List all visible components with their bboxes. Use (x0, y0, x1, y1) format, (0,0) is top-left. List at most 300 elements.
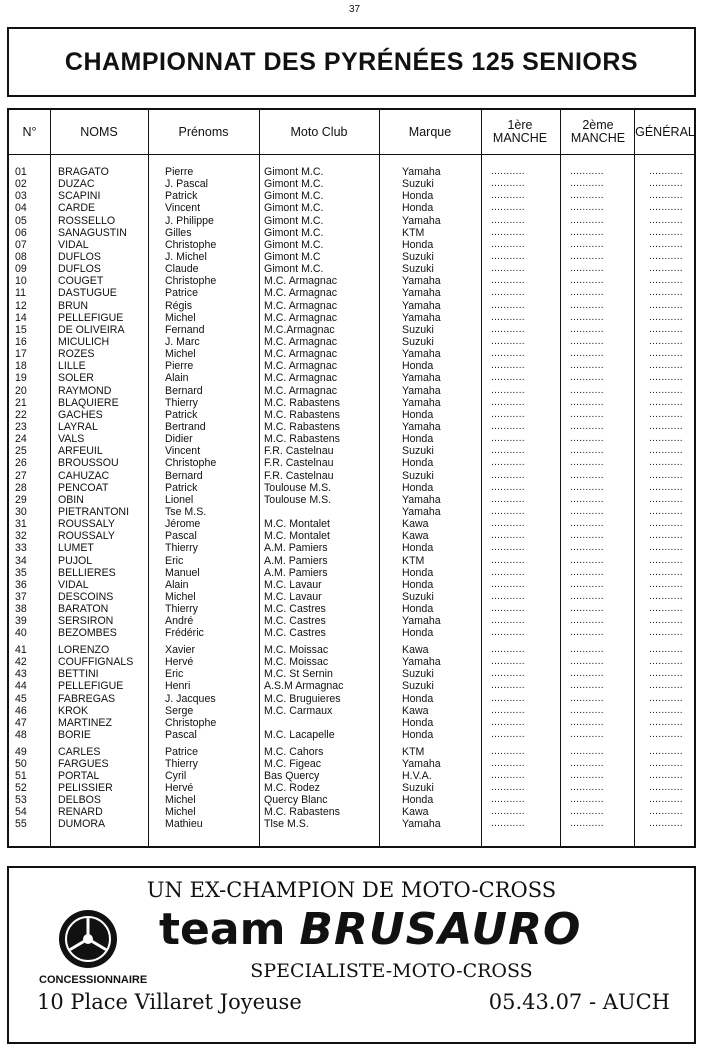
cell-num: 51 (15, 769, 27, 782)
cell-num: 12 (15, 299, 27, 312)
cell-club: M.C. Rabastens (264, 420, 340, 433)
cell-general: ........... (649, 769, 683, 781)
cell-general: ........... (649, 692, 683, 704)
table-row (9, 312, 694, 324)
cell-manche-2: ........... (570, 323, 604, 335)
cell-club: M.C. Montalet (264, 530, 330, 543)
cell-marque: Kawa (402, 518, 429, 531)
cell-prenom: Didier (165, 433, 193, 446)
cell-nom: SERSIRON (58, 615, 114, 628)
cell-num: 08 (15, 250, 27, 263)
cell-club: M.C. Armagnac (264, 384, 338, 397)
table-row (9, 190, 694, 202)
cell-club: Gimont M.C. (264, 263, 324, 276)
cell-manche-1: ........... (491, 311, 525, 323)
cell-nom: BORIE (58, 728, 91, 741)
cell-nom: ROUSSALY (58, 530, 115, 543)
table-row (9, 615, 694, 627)
cell-prenom: Serge (165, 704, 194, 717)
cell-general: ........... (649, 806, 683, 818)
cell-marque: Kawa (402, 704, 429, 717)
cell-marque: Yamaha (402, 420, 441, 433)
cell-prenom: J. Marc (165, 335, 200, 348)
cell-num: 38 (15, 603, 27, 616)
cell-general: ........... (649, 445, 683, 457)
cell-marque: Suzuki (402, 263, 434, 276)
cell-manche-1: ........... (491, 704, 525, 716)
cell-num: 34 (15, 554, 27, 567)
cell-manche-1: ........... (491, 323, 525, 335)
header-noms: NOMS (80, 124, 118, 139)
table-row (9, 215, 694, 227)
cell-nom: DUMORA (58, 818, 106, 831)
cell-manche-2: ........... (570, 692, 604, 704)
cell-general: ........... (649, 542, 683, 554)
cell-prenom: Bertrand (165, 420, 206, 433)
cell-manche-1: ........... (491, 542, 525, 554)
cell-club: M.C. Castres (264, 603, 326, 616)
cell-prenom: Michel (165, 794, 196, 807)
cell-num: 52 (15, 782, 27, 795)
table-row (9, 705, 694, 717)
cell-manche-1: ........... (491, 680, 525, 692)
cell-manche-2: ........... (570, 360, 604, 372)
cell-manche-2: ........... (570, 505, 604, 517)
cell-general: ........... (649, 190, 683, 202)
cell-general: ........... (649, 275, 683, 287)
cell-manche-2: ........... (570, 578, 604, 590)
cell-marque: Yamaha (402, 493, 441, 506)
cell-nom: DUFLOS (58, 263, 101, 276)
cell-manche-2: ........... (570, 372, 604, 384)
cell-club: M.C. Castres (264, 615, 326, 628)
header-manche-1: 1ère MANCHE (492, 118, 548, 145)
cell-marque: Honda (402, 578, 434, 591)
table-row (9, 421, 694, 433)
cell-num: 03 (15, 190, 27, 203)
table-row (9, 555, 694, 567)
cell-marque: Honda (402, 457, 434, 470)
cell-num: 43 (15, 668, 27, 681)
cell-club: M.C. Figeac (264, 757, 322, 770)
cell-prenom: Patrick (165, 408, 198, 421)
cell-num: 49 (15, 745, 27, 758)
cell-nom: SANAGUSTIN (58, 226, 127, 239)
cell-manche-1: ........... (491, 469, 525, 481)
cell-manche-1: ........... (491, 505, 525, 517)
cell-nom: PENCOAT (58, 481, 109, 494)
cell-club: M.C. Armagnac (264, 348, 338, 361)
cell-prenom: Christophe (165, 457, 217, 470)
cell-nom: RENARD (58, 806, 103, 819)
cell-prenom: Thierry (165, 757, 198, 770)
cell-marque: KTM (402, 226, 425, 239)
cell-manche-1: ........... (491, 806, 525, 818)
cell-nom: LORENZO (58, 643, 110, 656)
cell-manche-2: ........... (570, 311, 604, 323)
cell-marque: Suzuki (402, 782, 434, 795)
cell-manche-2: ........... (570, 745, 604, 757)
cell-club: Gimont M.C. (264, 178, 324, 191)
cell-prenom: Xavier (165, 643, 196, 656)
cell-manche-1: ........... (491, 818, 525, 830)
cell-prenom: Thierry (165, 396, 198, 409)
cell-manche-2: ........... (570, 263, 604, 275)
cell-manche-1: ........... (491, 275, 525, 287)
cell-nom: DESCOINS (58, 590, 114, 603)
cell-club: M.C. Armagnac (264, 311, 338, 324)
cell-marque: Yamaha (402, 287, 441, 300)
cell-prenom: J. Jacques (165, 692, 216, 705)
cell-general: ........... (649, 408, 683, 420)
cell-manche-2: ........... (570, 542, 604, 554)
table-row (9, 385, 694, 397)
cell-prenom: Jérome (165, 518, 201, 531)
cell-prenom: Eric (165, 554, 184, 567)
cell-nom: LAYRAL (58, 420, 98, 433)
table-row (9, 591, 694, 603)
results-table (7, 108, 696, 848)
ad-dealer-label: CONCESSIONNAIRE (39, 974, 148, 986)
cell-club: Gimont M.C. (264, 238, 324, 251)
cell-manche-1: ........... (491, 263, 525, 275)
cell-manche-2: ........... (570, 190, 604, 202)
header-marque: Marque (408, 124, 452, 139)
cell-manche-1: ........... (491, 692, 525, 704)
cell-marque: Honda (402, 603, 434, 616)
cell-prenom: Thierry (165, 542, 198, 555)
cell-general: ........... (649, 782, 683, 794)
cell-manche-2: ........... (570, 680, 604, 692)
cell-num: 33 (15, 542, 27, 555)
cell-manche-1: ........... (491, 590, 525, 602)
table-row (9, 680, 694, 692)
cell-prenom: Gilles (165, 226, 192, 239)
cell-prenom: Michel (165, 311, 196, 324)
cell-marque: Yamaha (402, 384, 441, 397)
cell-general: ........... (649, 627, 683, 639)
cell-num: 54 (15, 806, 27, 819)
cell-nom: DE OLIVEIRA (58, 323, 125, 336)
cell-manche-2: ........... (570, 226, 604, 238)
cell-manche-1: ........... (491, 299, 525, 311)
cell-club: M.C. Lavaur (264, 578, 322, 591)
cell-marque: Honda (402, 481, 434, 494)
cell-manche-2: ........... (570, 166, 604, 177)
cell-marque: Honda (402, 238, 434, 251)
cell-nom: ROSSELLO (58, 214, 116, 227)
cell-num: 09 (15, 263, 27, 276)
cell-num: 14 (15, 311, 27, 324)
cell-marque: Honda (402, 566, 434, 579)
table-row (9, 542, 694, 554)
cell-general: ........... (649, 794, 683, 806)
cell-marque: Honda (402, 408, 434, 421)
cell-marque: Honda (402, 542, 434, 555)
cell-manche-2: ........... (570, 566, 604, 578)
cell-num: 21 (15, 396, 27, 409)
table-row (9, 627, 694, 639)
cell-manche-2: ........... (570, 178, 604, 190)
cell-num: 40 (15, 627, 27, 640)
cell-nom: SCAPINI (58, 190, 101, 203)
table-row (9, 178, 694, 190)
cell-num: 27 (15, 469, 27, 482)
cell-nom: MICULICH (58, 335, 110, 348)
cell-club: F.R. Castelnau (264, 457, 334, 470)
cell-prenom: J. Michel (165, 250, 207, 263)
cell-num: 26 (15, 457, 27, 470)
cell-club: M.C. Rabastens (264, 408, 340, 421)
cell-manche-1: ........... (491, 457, 525, 469)
cell-manche-1: ........... (491, 518, 525, 530)
cell-club: Gimont M.C (264, 250, 321, 263)
cell-prenom: Mathieu (165, 818, 203, 831)
cell-manche-2: ........... (570, 757, 604, 769)
table-row (9, 818, 694, 830)
table-row (9, 166, 694, 178)
cell-marque: Suzuki (402, 335, 434, 348)
cell-manche-2: ........... (570, 782, 604, 794)
cell-num: 44 (15, 680, 27, 693)
cell-nom: COUGET (58, 275, 104, 288)
cell-num: 25 (15, 445, 27, 458)
table-row (9, 656, 694, 668)
cell-manche-1: ........... (491, 493, 525, 505)
cell-prenom: Alain (165, 578, 189, 591)
cell-nom: ROUSSALY (58, 518, 115, 531)
cell-manche-2: ........... (570, 335, 604, 347)
table-row (9, 746, 694, 758)
cell-prenom: Claude (165, 263, 199, 276)
cell-prenom: André (165, 615, 194, 628)
cell-marque: Yamaha (402, 348, 441, 361)
cell-club: Gimont M.C. (264, 226, 324, 239)
cell-general: ........... (649, 656, 683, 668)
table-row (9, 717, 694, 729)
cell-num: 15 (15, 323, 27, 336)
cell-nom: BETTINI (58, 668, 99, 681)
cell-general: ........... (649, 457, 683, 469)
cell-nom: LUMET (58, 542, 94, 555)
cell-prenom: Manuel (165, 566, 200, 579)
cell-prenom: J. Philippe (165, 214, 214, 227)
cell-club: M.C. Rabastens (264, 396, 340, 409)
cell-prenom: Frédéric (165, 627, 204, 640)
cell-marque: Honda (402, 360, 434, 373)
cell-manche-1: ........... (491, 166, 525, 177)
cell-manche-2: ........... (570, 728, 604, 740)
cell-num: 17 (15, 348, 27, 361)
cell-general: ........... (649, 578, 683, 590)
cell-num: 29 (15, 493, 27, 506)
cell-nom: DUZAC (58, 178, 95, 191)
cell-nom: BLAQUIERE (58, 396, 119, 409)
cell-manche-1: ........... (491, 757, 525, 769)
cell-club: M.C. Cahors (264, 745, 324, 758)
cell-club: M.C. Lacapelle (264, 728, 335, 741)
table-row (9, 482, 694, 494)
page-number: 37 (348, 4, 361, 15)
cell-num: 16 (15, 335, 27, 348)
cell-prenom: Vincent (165, 202, 201, 215)
cell-manche-1: ........... (491, 656, 525, 668)
cell-manche-1: ........... (491, 335, 525, 347)
cell-prenom: Pierre (165, 360, 194, 373)
cell-nom: LILLE (58, 360, 86, 373)
cell-club: Gimont M.C. (264, 214, 324, 227)
cell-manche-2: ........... (570, 493, 604, 505)
cell-num: 47 (15, 716, 27, 729)
cell-general: ........... (649, 311, 683, 323)
cell-num: 42 (15, 656, 27, 669)
cell-club: M.C.Armagnac (264, 323, 335, 336)
cell-marque: Honda (402, 202, 434, 215)
cell-prenom: Christophe (165, 238, 217, 251)
cell-marque: Yamaha (402, 275, 441, 288)
advertisement (7, 866, 696, 1044)
cell-nom: KROK (58, 704, 89, 717)
cell-club: M.C. Armagnac (264, 360, 338, 373)
cell-manche-2: ........... (570, 656, 604, 668)
cell-general: ........... (649, 530, 683, 542)
cell-manche-2: ........... (570, 615, 604, 627)
cell-num: 23 (15, 420, 27, 433)
cell-nom: BRAGATO (58, 166, 109, 178)
cell-marque: Yamaha (402, 656, 441, 669)
cell-num: 48 (15, 728, 27, 741)
cell-club: Tlse M.S. (264, 818, 309, 831)
cell-manche-1: ........... (491, 178, 525, 190)
cell-nom: ROZES (58, 348, 95, 361)
ad-specialty: SPECIALISTE-MOTO-CROSS (250, 960, 533, 982)
cell-num: 41 (15, 643, 27, 656)
cell-club: Bas Quercy (264, 769, 320, 782)
cell-prenom: Patrick (165, 190, 198, 203)
cell-general: ........... (649, 323, 683, 335)
cell-manche-2: ........... (570, 433, 604, 445)
cell-general: ........... (649, 420, 683, 432)
cell-nom: PELISSIER (58, 782, 113, 795)
cell-marque: Kawa (402, 530, 429, 543)
cell-manche-1: ........... (491, 769, 525, 781)
cell-general: ........... (649, 716, 683, 728)
table-row (9, 603, 694, 615)
cell-prenom: Bernard (165, 384, 203, 397)
cell-general: ........... (649, 238, 683, 250)
cell-club: F.R. Castelnau (264, 469, 334, 482)
cell-prenom: Bernard (165, 469, 203, 482)
cell-club: M.C. St Sernin (264, 668, 333, 681)
table-row (9, 202, 694, 214)
cell-num: 18 (15, 360, 27, 373)
cell-num: 53 (15, 794, 27, 807)
cell-manche-2: ........... (570, 769, 604, 781)
cell-marque: Kawa (402, 806, 429, 819)
cell-general: ........... (649, 214, 683, 226)
cell-nom: VIDAL (58, 238, 89, 251)
cell-marque: KTM (402, 554, 425, 567)
cell-general: ........... (649, 299, 683, 311)
cell-marque: Honda (402, 692, 434, 705)
cell-num: 01 (15, 166, 27, 178)
cell-club: M.C. Armagnac (264, 372, 338, 385)
cell-nom: BARATON (58, 603, 109, 616)
table-row (9, 275, 694, 287)
cell-num: 28 (15, 481, 27, 494)
cell-general: ........... (649, 668, 683, 680)
cell-general: ........... (649, 469, 683, 481)
cell-club: M.C. Montalet (264, 518, 330, 531)
cell-club: Gimont M.C. (264, 202, 324, 215)
cell-general: ........... (649, 615, 683, 627)
cell-manche-2: ........... (570, 806, 604, 818)
cell-general: ........... (649, 493, 683, 505)
cell-club: M.C. Armagnac (264, 275, 338, 288)
cell-nom: CARDE (58, 202, 96, 215)
cell-prenom: Fernand (165, 323, 205, 336)
table-row (9, 668, 694, 680)
cell-manche-2: ........... (570, 408, 604, 420)
cell-nom: VALS (58, 433, 85, 446)
table-row (9, 644, 694, 656)
cell-manche-2: ........... (570, 704, 604, 716)
table-row (9, 409, 694, 421)
cell-nom: COUFFIGNALS (58, 656, 134, 669)
cell-prenom: Patrice (165, 287, 198, 300)
cell-marque: Suzuki (402, 445, 434, 458)
cell-manche-2: ........... (570, 518, 604, 530)
table-row (9, 758, 694, 770)
ad-phone: 05.43.07 - AUCH (488, 990, 670, 1014)
cell-club: A.M. Pamiers (264, 542, 328, 555)
cell-marque: Suzuki (402, 668, 434, 681)
cell-num: 24 (15, 433, 27, 446)
cell-general: ........... (649, 505, 683, 517)
cell-prenom: Thierry (165, 603, 198, 616)
table-row (9, 729, 694, 741)
cell-prenom: Lionel (165, 493, 194, 506)
cell-club: M.C. Lavaur (264, 590, 322, 603)
cell-club: M.C. Armagnac (264, 335, 338, 348)
table-row (9, 263, 694, 275)
table-row (9, 239, 694, 251)
cell-manche-1: ........... (491, 615, 525, 627)
cell-manche-1: ........... (491, 202, 525, 214)
cell-nom: CAHUZAC (58, 469, 110, 482)
ad-brand-team: team (159, 904, 286, 955)
cell-general: ........... (649, 250, 683, 262)
cell-manche-1: ........... (491, 408, 525, 420)
cell-manche-2: ........... (570, 590, 604, 602)
cell-manche-1: ........... (491, 745, 525, 757)
cell-general: ........... (649, 348, 683, 360)
cell-prenom: Pascal (165, 728, 197, 741)
cell-marque: Yamaha (402, 166, 441, 178)
cell-manche-2: ........... (570, 348, 604, 360)
table-row (9, 470, 694, 482)
cell-club: M.C. Armagnac (264, 287, 338, 300)
cell-manche-2: ........... (570, 554, 604, 566)
table-row (9, 530, 694, 542)
cell-num: 05 (15, 214, 27, 227)
cell-general: ........... (649, 680, 683, 692)
cell-nom: SOLER (58, 372, 94, 385)
cell-club: Gimont M.C. (264, 166, 324, 178)
cell-marque: Suzuki (402, 323, 434, 336)
cell-manche-2: ........... (570, 716, 604, 728)
cell-prenom: Michel (165, 806, 196, 819)
